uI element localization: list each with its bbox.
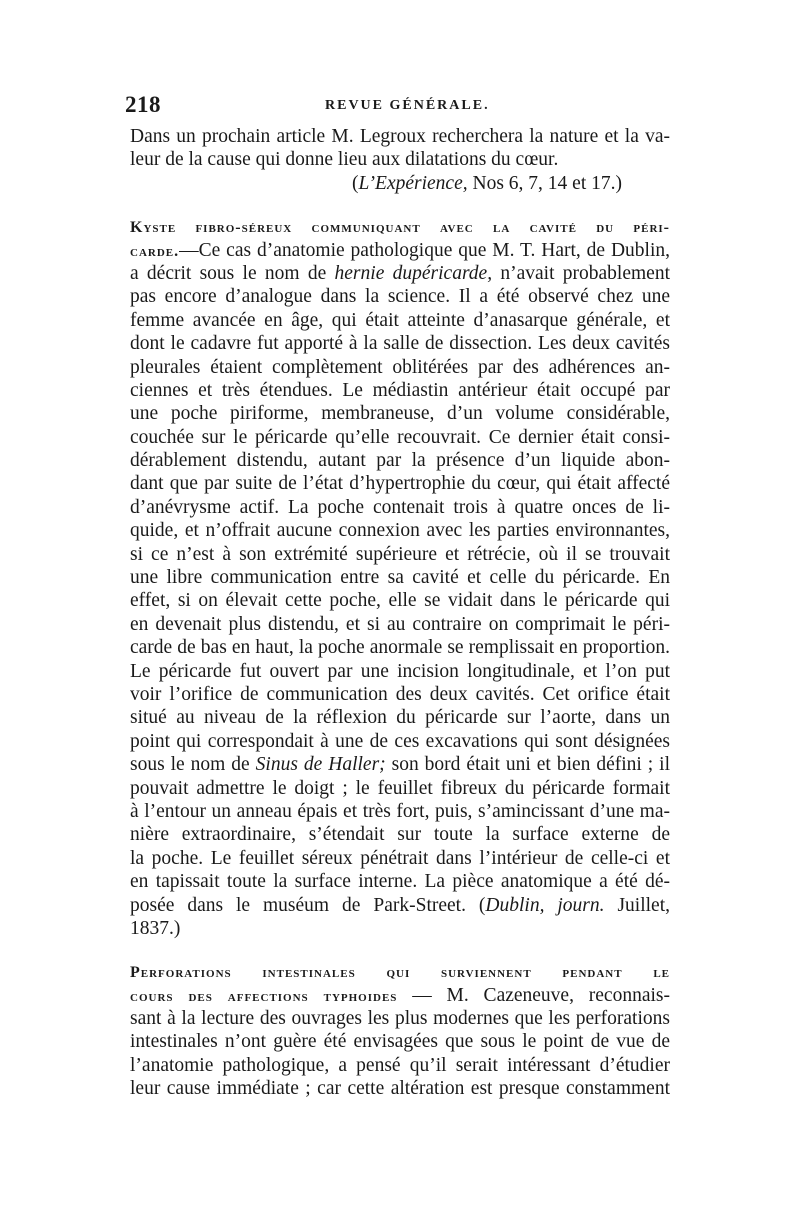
text-line: si ce n’est à son extrémité supérieure et rétrécie, où il se trouvait <box>130 543 670 565</box>
text-line: une poche piriforme, membraneuse, d’un volume considérable, <box>130 403 670 425</box>
text-line: leur cause immédiate ; car cette altération est presque constamment <box>130 1078 670 1100</box>
text-line: nière extraordinaire, s’étendait sur toute la surface externe de <box>130 824 670 846</box>
article-kyste <box>130 215 670 940</box>
text-run: — M. Cazeneuve, reconnais- <box>397 984 670 1006</box>
paragraph-continuation <box>130 125 670 195</box>
text-line: pouvait admettre le doigt ; le feuillet fibreux du péricarde formait <box>130 777 670 799</box>
text-line: Le péricarde fut ouvert par une incision longitudinale, et l’on put <box>130 660 670 682</box>
text-run: n’avait probablement <box>492 262 670 284</box>
text-run: —Ce cas d’anatomie pathologique que M. T. Hart, de Dublin, <box>179 239 670 261</box>
text-line <box>130 262 670 285</box>
text-run: a décrit sous le nom de <box>130 262 335 284</box>
text-line: pas encore d’analogue dans la science. Il a été observé chez une <box>130 286 670 308</box>
text-line: intestinales n’ont guère été envisagées que sous le point de vue de <box>130 1031 670 1053</box>
text-line: à l’entour un anneau épais et très fort, puis, s’amincissant d’une ma- <box>130 800 670 822</box>
heading-text: carde. <box>130 242 180 260</box>
text-line <box>130 239 670 262</box>
text-line: carde de bas en haut, la poche anormale se remplissait en proportion. <box>130 637 670 659</box>
text-line: la poche. Le feuillet séreux pénétrait dans l’intérieur de celle-ci et <box>130 847 670 869</box>
text-line: effet, si on élevait cette poche, elle se vidait dans le péricarde qui <box>130 590 670 612</box>
text-run: son bord était uni et bien défini ; il <box>385 754 671 776</box>
text-line: dant que par suite de l’état d’hypertrophie du cœur, qui était affecté <box>130 473 670 495</box>
italic-term: Sinus de Haller; <box>255 754 386 776</box>
heading-text: Perforations intestinales qui surviennent pendant le <box>130 964 670 982</box>
text-line: ciennes et très étendues. Le médiastin antérieur était occupé par <box>130 379 670 401</box>
page-header <box>125 92 675 122</box>
text-line: quide, et n’offrait aucune connexion avec les parties environnantes, <box>130 520 670 542</box>
text-run: sous le nom de <box>130 754 256 776</box>
text-line: dérablement distendu, autant par la présence d’un liquide abon- <box>130 450 670 472</box>
text-line: Dans un prochain article M. Legroux recherchera la nature et la va- <box>130 126 670 147</box>
heading-text: cours des affections typhoides <box>130 987 398 1005</box>
citation-numbers: Nos 6, 7, 14 et 17.) <box>467 172 622 194</box>
citation-open: ( <box>351 172 359 194</box>
text-line: point qui correspondait à une de ces excavations qui sont désignées <box>130 730 670 752</box>
article-perforations <box>130 960 670 1100</box>
text-run: posée dans le muséum de Park-Street. ( <box>130 894 486 916</box>
page-body <box>130 125 670 1101</box>
text-line: situé au niveau de la réflexion du péricarde sur l’aorte, dans un <box>130 707 670 729</box>
text-line: en devenait plus distendu, et si au contraire on comprimait le péri- <box>130 613 670 635</box>
text-run: Juillet, <box>604 894 670 916</box>
italic-term: hernie dupéricarde, <box>334 262 493 284</box>
article-heading <box>130 215 670 238</box>
text-line: d’anévrysme actif. La poche contenait trois à quatre onces de li- <box>130 496 670 518</box>
text-line: leur de la cause qui donne lieu aux dilatations du cœur. <box>130 149 559 171</box>
page-number: 218 <box>125 92 161 117</box>
text-line: sant à la lecture des ouvrages les plus modernes que les perforations <box>130 1008 670 1030</box>
citation-journal: L’Expérience, <box>358 172 468 194</box>
text-line <box>130 753 670 776</box>
text-line: voir l’orifice de communication des deux cavités. Cet orifice était <box>130 683 670 705</box>
italic-citation: Dublin, journ. <box>485 894 605 916</box>
text-line: une libre communication entre sa cavité et celle du péricarde. En <box>130 567 670 589</box>
citation <box>130 172 670 195</box>
article-heading <box>130 960 670 983</box>
text-line: femme avancée en âge, qui était atteinte d’anasarque générale, et <box>130 309 670 331</box>
running-head: REVUE GÉNÉRALE. <box>325 98 490 113</box>
text-line: 1837.) <box>130 917 181 939</box>
text-line: couchée sur le péricarde qu’elle recouvrait. Ce dernier était consi- <box>130 426 670 448</box>
text-line: en tapissait toute la surface interne. La pièce anatomique a été dé- <box>130 871 670 893</box>
text-line: l’anatomie pathologique, a pensé qu’il serait intéressant d’étudier <box>130 1054 670 1076</box>
text-line: dont le cadavre fut apporté à la salle de dissection. Les deux cavités <box>130 333 670 355</box>
heading-text: Kyste fibro-séreux communiquant avec la cavité du péri- <box>130 219 670 237</box>
text-line: pleurales étaient complètement oblitérées par des adhérences an- <box>130 356 670 378</box>
text-line <box>130 984 670 1007</box>
text-line <box>130 894 670 917</box>
